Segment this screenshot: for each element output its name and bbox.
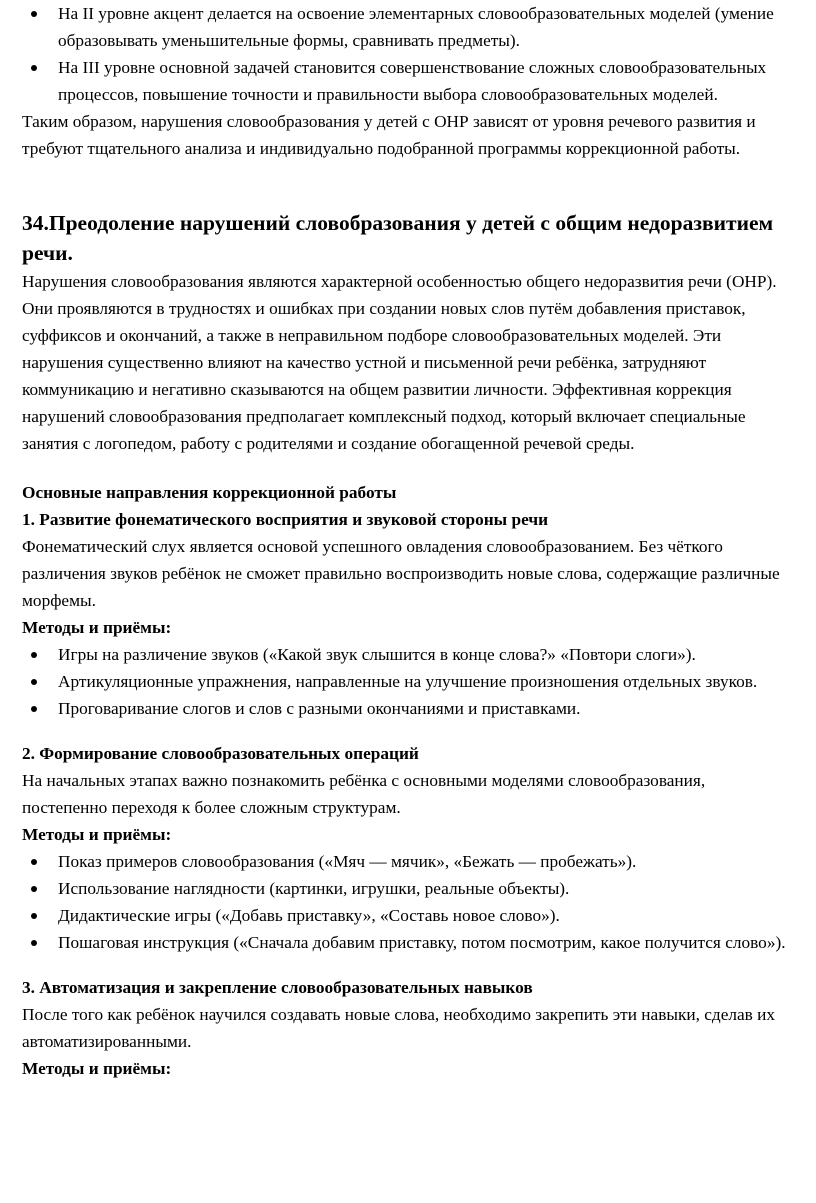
bullet-icon — [31, 65, 37, 71]
list-item — [22, 902, 794, 929]
list-item — [22, 0, 794, 54]
direction3-methods-label: Методы и приёмы: — [22, 1059, 172, 1078]
list-item — [22, 848, 794, 875]
direction1-methods-list — [22, 641, 794, 722]
direction1-methods-label: Методы и приёмы: — [22, 618, 172, 637]
bullet-icon — [31, 706, 37, 712]
bullet-icon — [31, 913, 37, 919]
list-item — [22, 695, 794, 722]
list-item-text: Игры на различение звуков («Какой звук слышится в конце слова?» «Повтори слоги»). — [58, 645, 696, 664]
direction2-heading: 2. Формирование словообразовательных операций — [22, 744, 419, 763]
direction3-heading: 3. Автоматизация и закрепление словообразовательных навыков — [22, 978, 533, 997]
bullet-icon — [31, 886, 37, 892]
direction3-text: После того как ребёнок научился создавать новые слова, необходимо закрепить эти навыки, сделав их автоматизированными. — [22, 1005, 776, 1051]
list-item-text: На II уровне акцент делается на освоение элементарных словообразовательных моделей (умение образовывать уменьшительные формы, сравнивать предметы). — [58, 4, 774, 50]
list-item-text: Дидактические игры («Добавь приставку», «Составь новое слово»). — [58, 906, 560, 925]
direction1-heading: 1. Развитие фонематического восприятия и звуковой стороны речи — [22, 510, 549, 529]
section-intro-paragraph: Нарушения словообразования являются характерной особенностью общего недоразвития речи (ОНР). Они проявляются в трудностях и ошибках при создании новых слов путём добавления приставок, суффиксов и окончаний, а также в неправильном подборе словообразовательных моделей. Эти нарушения существенно влияют на качество устной и письменной речи ребёнка, затрудняют коммуникацию и негативно сказываются на общем развитии личности. Эффективная коррекция нарушений словообразования предполагает комплексный подход, который включает специальные занятия с логопедом, работу с родителями и создание обогащенной речевой среды. — [22, 272, 777, 453]
directions-heading: Основные направления коррекционной работы — [22, 483, 397, 502]
section-title: 34.Преодоление нарушений словобразования у детей с общим недоразвитием речи. — [22, 211, 774, 265]
list-item — [22, 875, 794, 902]
bullet-icon — [31, 11, 37, 17]
direction2-methods-label: Методы и приёмы: — [22, 825, 172, 844]
direction1-text: Фонематический слух является основой успешного овладения словообразованием. Без чёткого различения звуков ребёнок не сможет правильно воспроизводить новые слова, содержащие различные морфемы. — [22, 537, 780, 610]
conclusion-paragraph: Таким образом, нарушения словообразования у детей с ОНР зависят от уровня речевого развития и требуют тщательного анализа и индивидуально подобранной программы коррекционной работы. — [22, 112, 756, 158]
bullet-icon — [31, 652, 37, 658]
direction2-methods-list — [22, 848, 794, 956]
list-item-text: Показ примеров словообразования («Мяч — мячик», «Бежать — пробежать»). — [58, 852, 637, 871]
bullet-icon — [31, 859, 37, 865]
list-item-text: Проговаривание слогов и слов с разными окончаниями и приставками. — [58, 699, 581, 718]
list-item-text: Пошаговая инструкция («Сначала добавим приставку, потом посмотрим, какое получится слово»). — [58, 933, 786, 952]
list-item — [22, 641, 794, 668]
list-item-text: Использование наглядности (картинки, игрушки, реальные объекты). — [58, 879, 570, 898]
bullet-icon — [31, 940, 37, 946]
list-item — [22, 54, 794, 108]
list-item-text: На III уровне основной задачей становится совершенствование сложных словообразовательных процессов, повышение точности и правильности выбора словообразовательных моделей. — [58, 58, 767, 104]
list-item-text: Артикуляционные упражнения, направленные на улучшение произношения отдельных звуков. — [58, 672, 758, 691]
list-item — [22, 668, 794, 695]
list-item — [22, 929, 794, 956]
direction2-text: На начальных этапах важно познакомить ребёнка с основными моделями словообразования, постепенно переходя к более сложным структурам. — [22, 771, 706, 817]
intro-bullet-list — [22, 0, 794, 108]
bullet-icon — [31, 679, 37, 685]
